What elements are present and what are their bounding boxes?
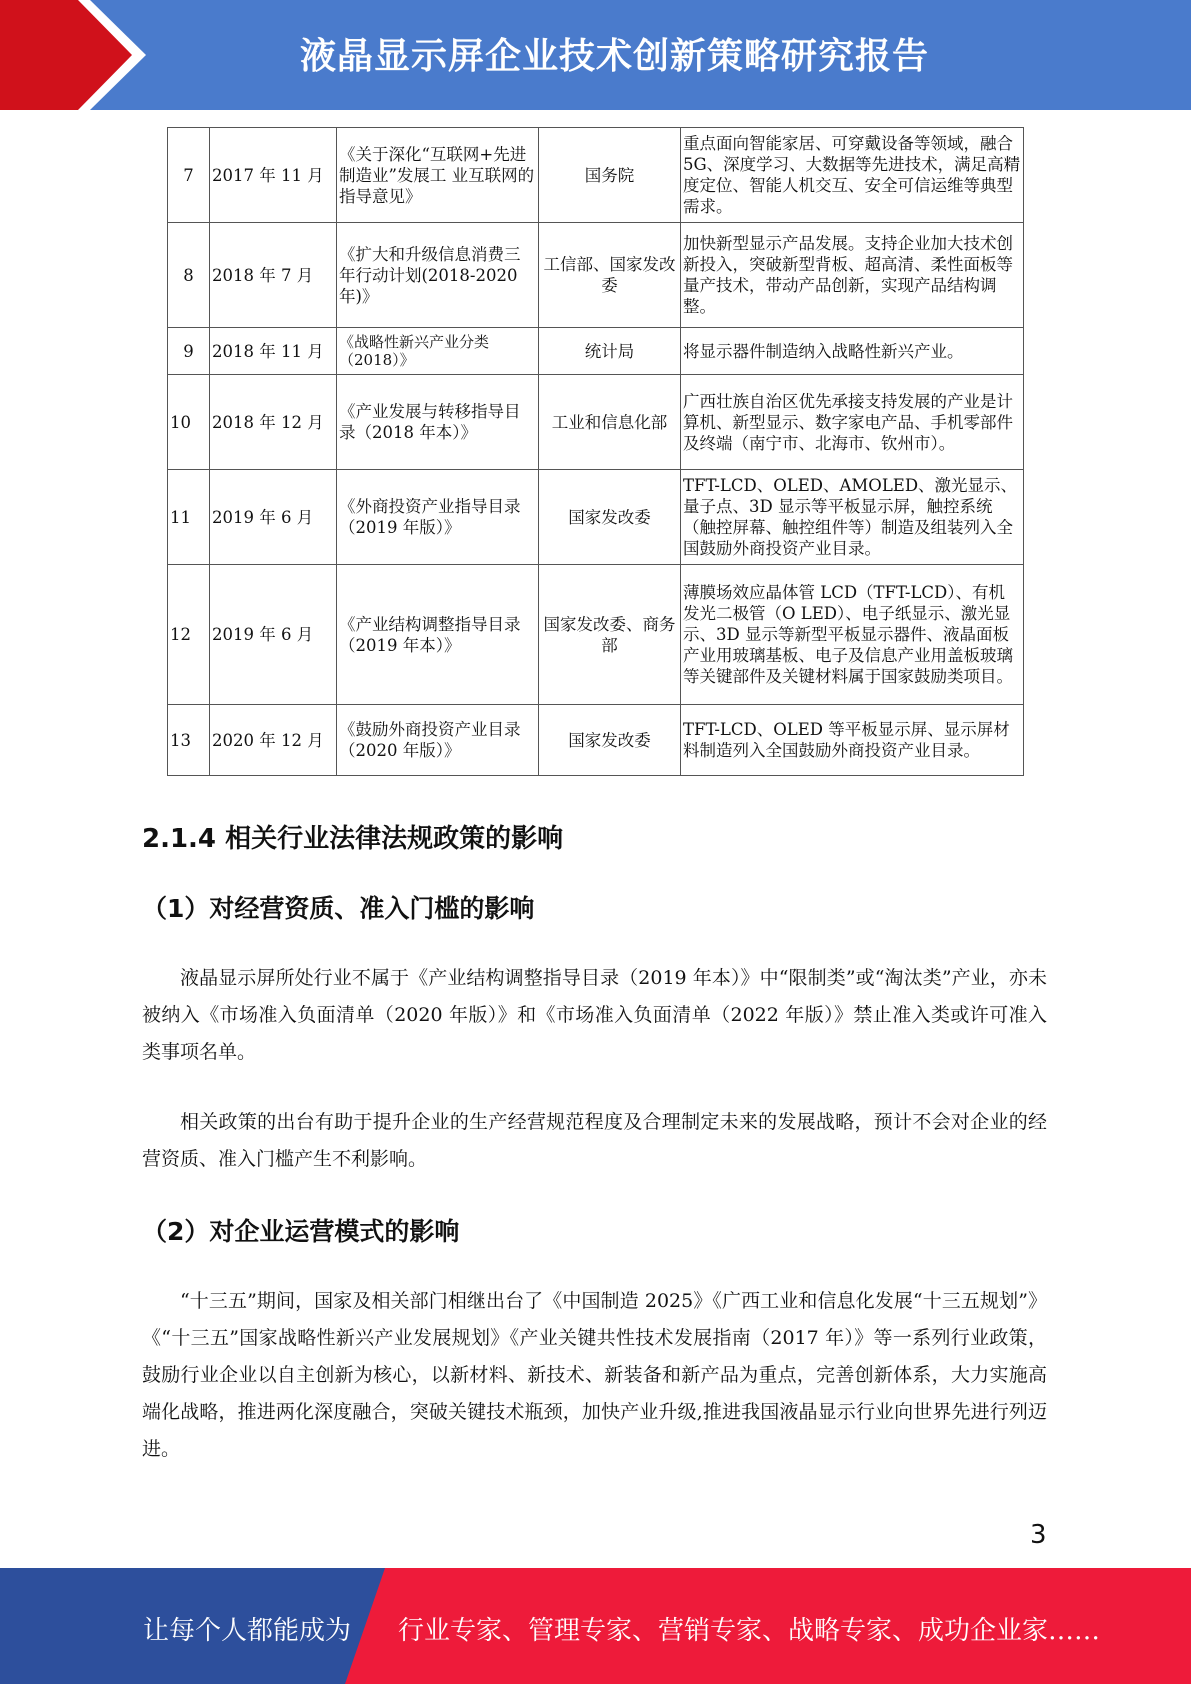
row-date: 2017 年 11 月 [210,128,337,223]
header-arrow-decoration [0,0,150,110]
row-department: 工信部、国家发改委 [539,223,681,328]
paragraph [142,1104,1047,1178]
row-policy-name: 《产业发展与转移指导目录（2018 年本）》 [337,375,539,470]
paragraph [142,960,1047,1071]
row-number: 13 [168,705,210,776]
row-policy-name: 《产业结构调整指导目录（2019 年本）》 [337,565,539,705]
row-date: 2020 年 12 月 [210,705,337,776]
row-date: 2019 年 6 月 [210,565,337,705]
paragraph-text: 液晶显示屏所处行业不属于《产业结构调整指导目录（2019 年本）》中“限制类”或“淘汰类”产业，亦未被纳入《市场准入负面清单（2020 年版）》和《市场准入负面清单（2022 年版）》禁止准入类或许可准入类事项名单。 [142,967,1047,1063]
row-date: 2018 年 7 月 [210,223,337,328]
row-department: 工业和信息化部 [539,375,681,470]
paragraph [142,1283,1047,1468]
row-policy-name: 《外商投资产业指导目录（2019 年版）》 [337,470,539,565]
row-description: 广西壮族自治区优先承接支持发展的产业是计算机、新型显示、数字家电产品、手机零部件及终端（南宁市、北海市、钦州市）。 [681,375,1024,470]
row-description: 将显示器件制造纳入战略性新兴产业。 [681,328,1024,375]
row-policy-name: 《扩大和升级信息消费三年行动计划(2018-2020 年)》 [337,223,539,328]
row-department: 国家发改委 [539,705,681,776]
row-department: 国家发改委、商务部 [539,565,681,705]
table-row [168,565,1024,705]
page-header [0,0,1191,110]
table-row [168,470,1024,565]
row-date: 2019 年 6 月 [210,470,337,565]
footer-slogan-right: 行业专家、管理专家、营销专家、战略专家、成功企业家…… [398,1616,1101,1646]
row-date: 2018 年 11 月 [210,328,337,375]
paragraph-text: 相关政策的出台有助于提升企业的生产经营规范程度及合理制定未来的发展战略，预计不会对企业的经营资质、准入门槛产生不利影响。 [142,1111,1047,1170]
row-number: 12 [168,565,210,705]
row-department: 国务院 [539,128,681,223]
page-footer [0,1568,1191,1684]
footer-slogan-left: 让每个人都能成为 [143,1616,352,1646]
row-description: TFT-LCD、OLED 等平板显示屏、显示屏材料制造列入全国鼓励外商投资产业目录。 [681,705,1024,776]
row-number: 11 [168,470,210,565]
table-row [168,223,1024,328]
row-number: 7 [168,128,210,223]
table-row [168,375,1024,470]
row-department: 国家发改委 [539,470,681,565]
row-policy-name: 《鼓励外商投资产业目录（2020 年版）》 [337,705,539,776]
row-date: 2018 年 12 月 [210,375,337,470]
row-description: TFT-LCD、OLED、AMOLED、激光显示、量子点、3D 显示等平板显示屏，触控系统（触控屏幕、触控组件等）制造及组装列入全国鼓励外商投资产业目录。 [681,470,1024,565]
table-row [168,328,1024,375]
row-number: 8 [168,223,210,328]
policy-table [167,127,1024,776]
row-policy-name: 《关于深化“互联网+先进制造业”发展工 业互联网的指导意见》 [337,128,539,223]
row-department: 统计局 [539,328,681,375]
table-row [168,705,1024,776]
row-number: 9 [168,328,210,375]
subsection-heading-1: （1）对经营资质、准入门槛的影响 [142,894,535,923]
row-policy-name: 《战略性新兴产业分类（2018）》 [337,328,539,375]
row-description: 重点面向智能家居、可穿戴设备等领域，融合 5G、深度学习、大数据等先进技术，满足高精度定位、智能人机交互、安全可信运维等典型需求。 [681,128,1024,223]
paragraph-text: “十三五”期间，国家及相关部门相继出台了《中国制造 2025》《广西工业和信息化发展“十三五规划”》《“十三五”国家战略性新兴产业发展规划》《产业关键共性技术发展指南（2017 年）》等一系列行业政策，鼓励行业企业以自主创新为核心，以新材料、新技术、新装备和新产品为重点，完善创新体系，大力实施高端化战略，推进两化深度融合，突破关键技术瓶颈，加快产业升级,推进我国液晶显示行业向世界先进行列迈进。 [142,1290,1047,1460]
report-title: 液晶显示屏企业技术创新策略研究报告 [300,36,930,77]
page-number: 3 [1030,1520,1047,1550]
row-description: 加快新型显示产品发展。支持企业加大技术创新投入，突破新型背板、超高清、柔性面板等量产技术，带动产品创新，实现产品结构调整。 [681,223,1024,328]
table-row [168,128,1024,223]
section-heading: 2.1.4 相关行业法律法规政策的影响 [142,824,564,854]
row-description: 薄膜场效应晶体管 LCD（TFT-LCD）、有机发光二极管（O LED）、电子纸显示、激光显示、3D 显示等新型平板显示器件、液晶面板产业用玻璃基板、电子及信息产业用盖板玻璃等关键部件及关键材料属于国家鼓励类项目。 [681,565,1024,705]
subsection-heading-2: （2）对企业运营模式的影响 [142,1217,460,1246]
row-number: 10 [168,375,210,470]
